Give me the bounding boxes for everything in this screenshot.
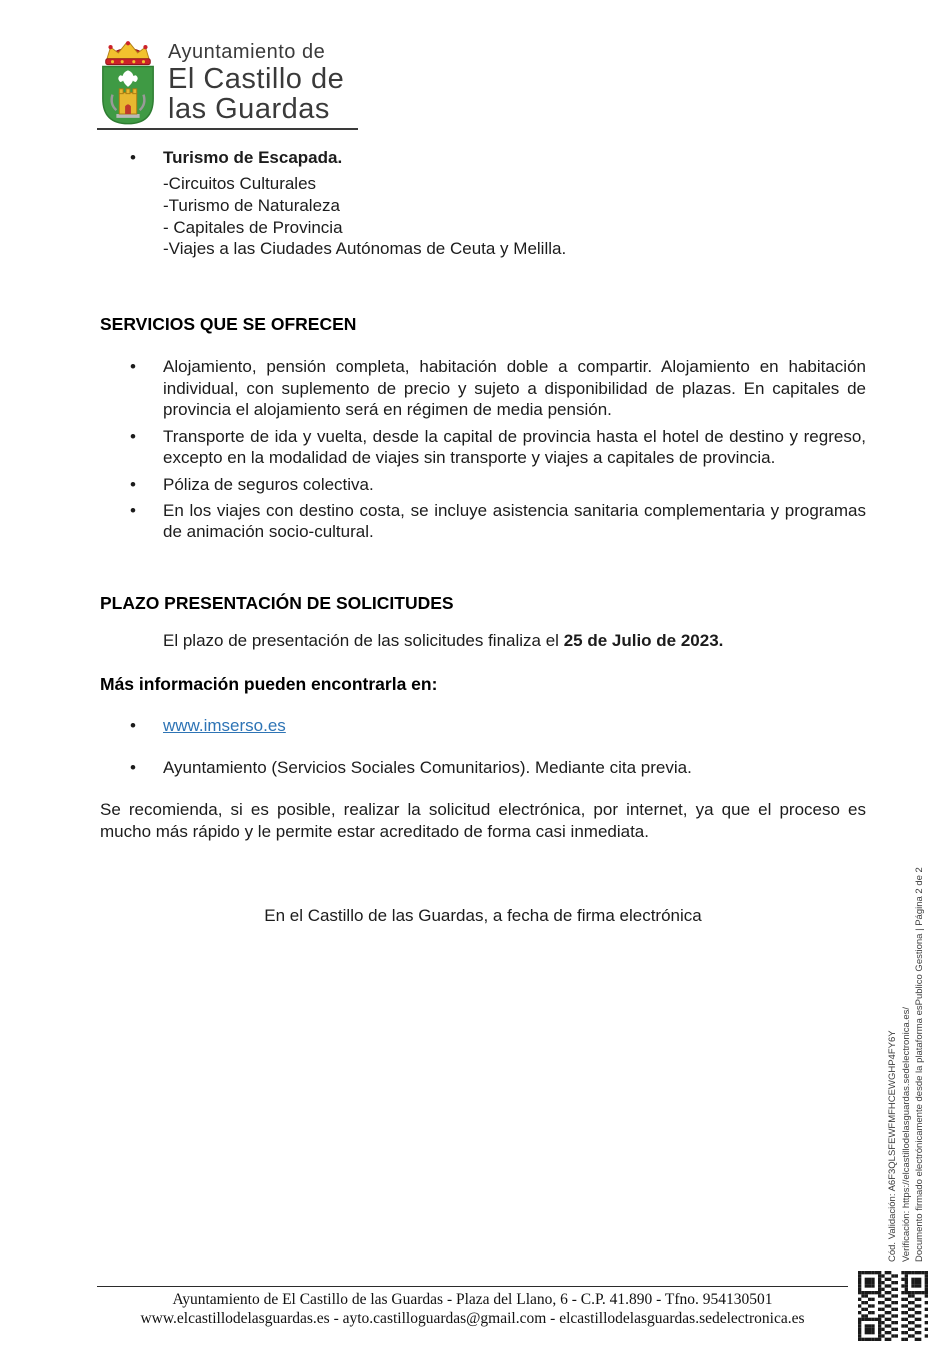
- footer-address: Ayuntamiento de El Castillo de las Guardas - Plaza del Llano, 6 - C.P. 41.890 - Tfno. 954130501: [172, 1291, 773, 1308]
- footer: [97, 1291, 848, 1328]
- list-item: [100, 356, 866, 421]
- sub-list-item: - Capitales de Provincia: [163, 217, 343, 237]
- list-item: [100, 147, 866, 169]
- more-info-link-item: [100, 715, 866, 737]
- deadline-text: [100, 630, 866, 652]
- bullet-icon: •: [130, 758, 136, 777]
- bullet-icon: •: [130, 474, 136, 494]
- intro-list: [100, 147, 866, 260]
- coat-of-arms-icon: [97, 38, 159, 128]
- footer-contacts: www.elcastillodelasguardas.es - ayto.castilloguardas@gmail.com - elcastillodelasguardas.sedelectronica.es: [140, 1309, 805, 1327]
- service-item: Póliza de seguros colectiva.: [163, 474, 374, 494]
- sub-list-item: -Viajes a las Ciudades Autónomas de Ceuta y Melilla.: [163, 239, 567, 259]
- verification-url: Verificación: https://elcastillodelasguardas.sedelectronica.es/: [900, 1006, 912, 1262]
- org-name: [168, 38, 344, 124]
- signature-line: En el Castillo de las Guardas, a fecha de firma electrónica: [264, 906, 702, 925]
- org-name-line3: las Guardas: [168, 93, 330, 125]
- bullet-icon: •: [130, 148, 136, 167]
- intro-list-title: Turismo de Escapada.: [163, 148, 343, 167]
- services-list: [100, 356, 866, 543]
- recommendation-paragraph: Se recomienda, si es posible, realizar la solicitud electrónica, por internet, ya que el proceso es mucho más rápido y le permite estar acreditado de forma casi inmediata.: [100, 800, 866, 841]
- intro-sub-list: [163, 173, 866, 260]
- service-item: En los viajes con destino costa, se incluye asistencia sanitaria complementaria y programas de animación socio-cultural.: [163, 500, 866, 542]
- service-item: Alojamiento, pensión completa, habitación doble a compartir. Alojamiento en habitación individual, con suplemento de precio y sujeto a disponibilidad de plazas. En capitales de provincia el alojamiento será en régimen de media pensión.: [163, 357, 866, 420]
- qr-code: [858, 1271, 928, 1341]
- sub-list-item: -Turismo de Naturaleza: [163, 195, 340, 215]
- imserso-link[interactable]: www.imserso.es: [163, 716, 286, 735]
- service-item: Transporte de ida y vuelta, desde la capital de provincia hasta el hotel de destino y regreso, excepto en la modalidad de viajes sin transporte y viajes a capitales de provincia.: [163, 426, 866, 468]
- sub-list-item: -Circuitos Culturales: [163, 174, 317, 194]
- logo-underline: [97, 128, 358, 130]
- bullet-icon: •: [130, 500, 136, 520]
- list-item: [100, 474, 866, 496]
- bullet-icon: •: [130, 357, 136, 376]
- bullet-icon: •: [130, 426, 136, 446]
- logo: [97, 38, 344, 128]
- list-item: [100, 500, 866, 543]
- validation-sidebar: [886, 848, 927, 1262]
- more-info-text: Ayuntamiento (Servicios Sociales Comunitarios). Mediante cita previa.: [163, 758, 692, 777]
- more-info-heading: Más información pueden encontrarla en:: [100, 674, 438, 694]
- deadline-text-prefix: El plazo de presentación de las solicitudes finaliza el: [163, 631, 564, 650]
- org-name-line2: El Castillo de: [168, 63, 345, 95]
- validation-code: Cód. Validación: A6F3QLSFEWFMFHCEWGHP4FY6Y: [887, 1030, 898, 1262]
- qr-code-icon: [858, 1271, 928, 1341]
- deadline-date: 25 de Julio de 2023.: [563, 631, 724, 650]
- services-heading: SERVICIOS QUE SE OFRECEN: [100, 314, 357, 334]
- footer-divider: [97, 1286, 848, 1287]
- bullet-icon: •: [130, 716, 136, 735]
- org-name-prefix: Ayuntamiento de: [168, 41, 326, 63]
- deadline-heading: PLAZO PRESENTACIÓN DE SOLICITUDES: [100, 593, 454, 613]
- list-item: [100, 426, 866, 469]
- more-info-item: [100, 757, 866, 779]
- signature-platform-note: Documento firmado electrónicamente desde la plataforma esPublico Gestiona | Página 2 de 2: [914, 867, 925, 1262]
